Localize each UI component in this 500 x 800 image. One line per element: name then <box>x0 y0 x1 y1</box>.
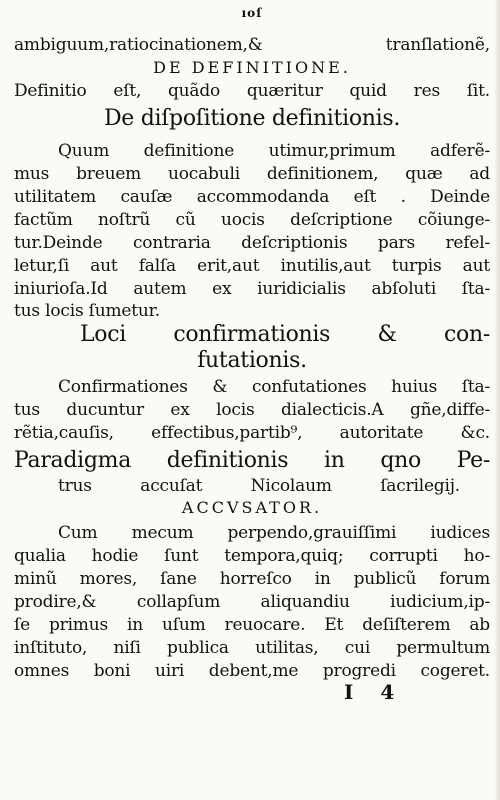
text-line: ſe primus in uſum reuocare. Et deſiſterem ab <box>14 615 490 635</box>
text-line: omnes boni uiri debent,me progredi cogeret. <box>14 661 490 681</box>
text-line: rẽtia,cauſis, effectibus,partib⁹, autoritate &c. <box>14 423 490 443</box>
text-line: utilitatem cauſæ accommodanda eſt . Deinde <box>14 187 490 207</box>
text-line: Cum mecum perpendo,grauiſſimi iudices <box>58 523 490 543</box>
text-line: Quum definitione utimur,primum adferẽ- <box>58 141 490 161</box>
text-line: inſtituto, niſi publica utilitas, cui permultum <box>14 638 490 658</box>
text-line: mus breuem uocabuli definitionem, quæ ad <box>14 164 490 184</box>
page-edge <box>494 0 500 800</box>
text-line: prodire,& collapſum aliquandiu iudicium,ip- <box>14 592 490 612</box>
text-line: tur.Deinde contraria deſcriptionis pars refel- <box>14 233 490 253</box>
folio-number: ıoſ <box>241 6 263 20</box>
book-page <box>14 0 490 800</box>
section-heading: DE DEFINITIONE. <box>153 58 351 77</box>
text-line: minũ mores, ſane horreſco in publicũ forum <box>14 569 490 589</box>
text-line: tus ducuntur ex locis dialecticis.A gñe,diffe- <box>14 400 490 420</box>
subheading: futationis. <box>197 348 307 373</box>
subheading: Loci confirmationis & con- <box>80 322 490 347</box>
text-line: ambiguum,ratiocinationem,& tranſlationẽ, <box>14 35 490 55</box>
subheading: De diſpoſitione definitionis. <box>103 106 401 131</box>
signature-mark: I 4 <box>344 680 405 704</box>
text-line: trus accuſat Nicolaum ſacrilegij. <box>58 476 460 496</box>
text-line: letur,ſi aut falſa erit,aut inutilis,aut turpis aut <box>14 256 490 276</box>
text-line: iniurioſa.Id autem ex iuridicialis abſoluti ſta- <box>14 279 490 299</box>
text-line: Definitio eſt, quãdo quæritur quid res ſit. <box>14 81 490 101</box>
text-line: factũm noſtrũ cũ uocis deſcriptione cõiunge- <box>14 210 490 230</box>
text-line: qualia hodie ſunt tempora,quiq; corrupti ho- <box>14 546 490 566</box>
subheading: Paradigma definitionis in qno Pe- <box>14 448 490 473</box>
text-line: tus locis ſumetur. <box>14 301 160 321</box>
text-line: Confirmationes & confutationes huius ſta- <box>58 377 490 397</box>
section-heading: ACCVSATOR. <box>181 498 323 517</box>
